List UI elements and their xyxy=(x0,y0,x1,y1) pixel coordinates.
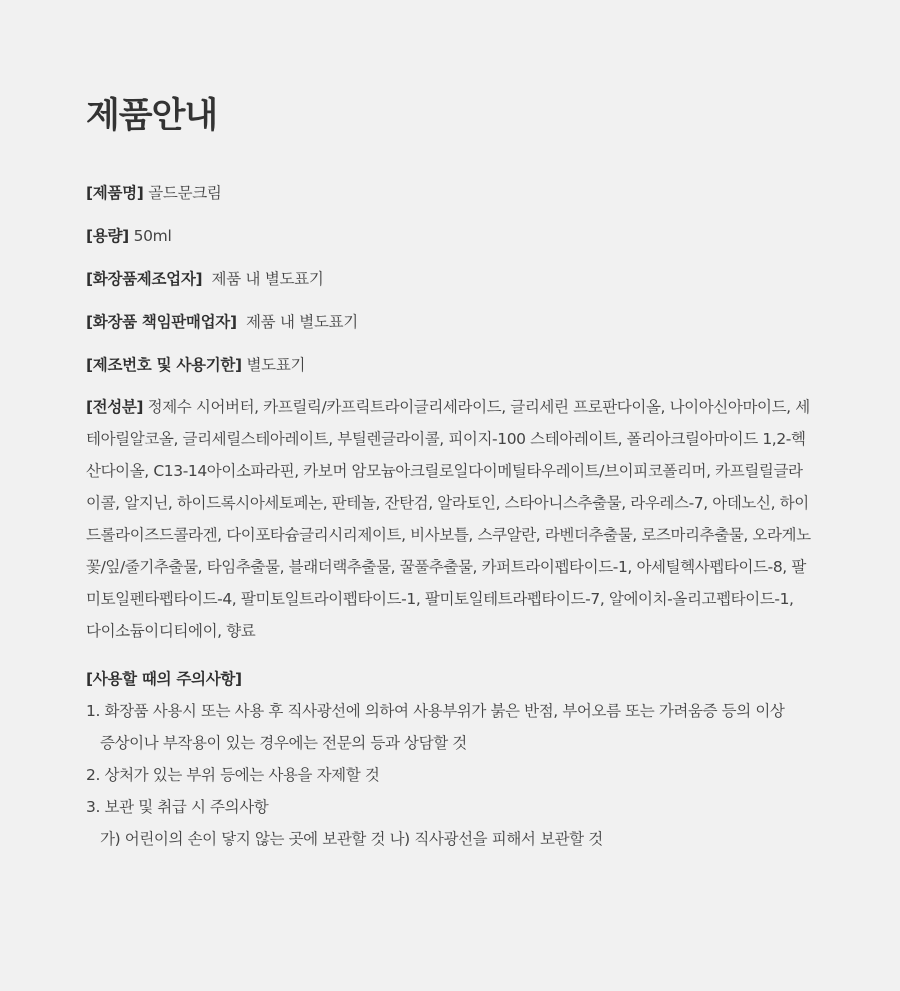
product-name-label: [제품명] xyxy=(86,184,144,202)
caution-title: [사용할 때의 주의사항] xyxy=(86,670,242,688)
caution-item-continuation: 가) 어린이의 손이 닿지 않는 곳에 보관할 것 나) 직사광선을 피해서 보관할 것 xyxy=(100,830,603,848)
distributor-value: 제품 내 별도표기 xyxy=(246,313,358,331)
product-name-value: 골드문크림 xyxy=(148,184,222,202)
volume-value: 50ml xyxy=(133,227,172,245)
distributor-row xyxy=(86,311,812,333)
volume-label: [용량] xyxy=(86,227,129,245)
caution-item xyxy=(86,695,812,759)
ingredients-value: 정제수 시어버터, 카프릴릭/카프릭트라이글리세라이드, 글리세린 프로판다이올, 나이아신아마이드, 세테아릴알코올, 글리세릴스테아레이트, 부틸렌글라이콜, 피이지-100 스테아레이트, 폴리아크릴아마이드 1,2-헥산다이올, C13-14아이소파라핀, 카보머 암모늄아크릴로일다이메틸타우레이트/브이피코폴리머, 카프릴릴글라이콜, 알지닌, 하이드록시아세토페논, 판테놀, 잔탄검, 알라토인, 스타아니스추출물, 라우레스-7, 아데노신, 하이드롤라이즈드콜라겐, 다이포타슘글리시리제이트, 비사보틀, 스쿠알란, 라벤더추출물, 로즈마리추출물, 오라게노꽃/잎/줄기추출물, 타임추출물, 블래더랙추출물, 꿀풀추출물, 카퍼트라이펩타이드-1, 아세틸헥사펩타이드-8, 팔미토일펜타펩타이드-4, 팔미토일트라이펩타이드-1, 팔미토일테트라펩타이드-7, 알에이치-올리고펩타이드-1, 다이소듐이디티에이, 향료 xyxy=(86,398,811,640)
distributor-label: [화장품 책임판매업자] xyxy=(86,313,237,331)
product-name-row xyxy=(86,182,812,204)
caution-item-text: 3. 보관 및 취급 시 주의사항 xyxy=(86,798,269,816)
manufacturer-label: [화장품제조업자] xyxy=(86,270,203,288)
ingredients-label: [전성분] xyxy=(86,398,144,416)
manufacturer-value: 제품 내 별도표기 xyxy=(211,270,324,288)
caution-item-text: 1. 화장품 사용시 또는 사용 후 직사광선에 의하여 사용부위가 붉은 반점, 부어오름 또는 가려움증 등의 이상 xyxy=(86,702,785,720)
lot-expiry-value: 별도표기 xyxy=(246,356,306,374)
caution-item xyxy=(86,791,812,855)
ingredients-block xyxy=(86,391,812,647)
volume-row xyxy=(86,225,812,247)
caution-list xyxy=(86,695,812,855)
page-title: 제품안내 xyxy=(86,96,218,136)
caution-item xyxy=(86,759,812,791)
lot-expiry-label: [제조번호 및 사용기한] xyxy=(86,356,242,374)
caution-item-text: 2. 상처가 있는 부위 등에는 사용을 자제할 것 xyxy=(86,766,380,784)
caution-item-continuation: 증상이나 부작용이 있는 경우에는 전문의 등과 상담할 것 xyxy=(100,734,467,752)
lot-expiry-row xyxy=(86,354,812,376)
manufacturer-row xyxy=(86,268,812,290)
